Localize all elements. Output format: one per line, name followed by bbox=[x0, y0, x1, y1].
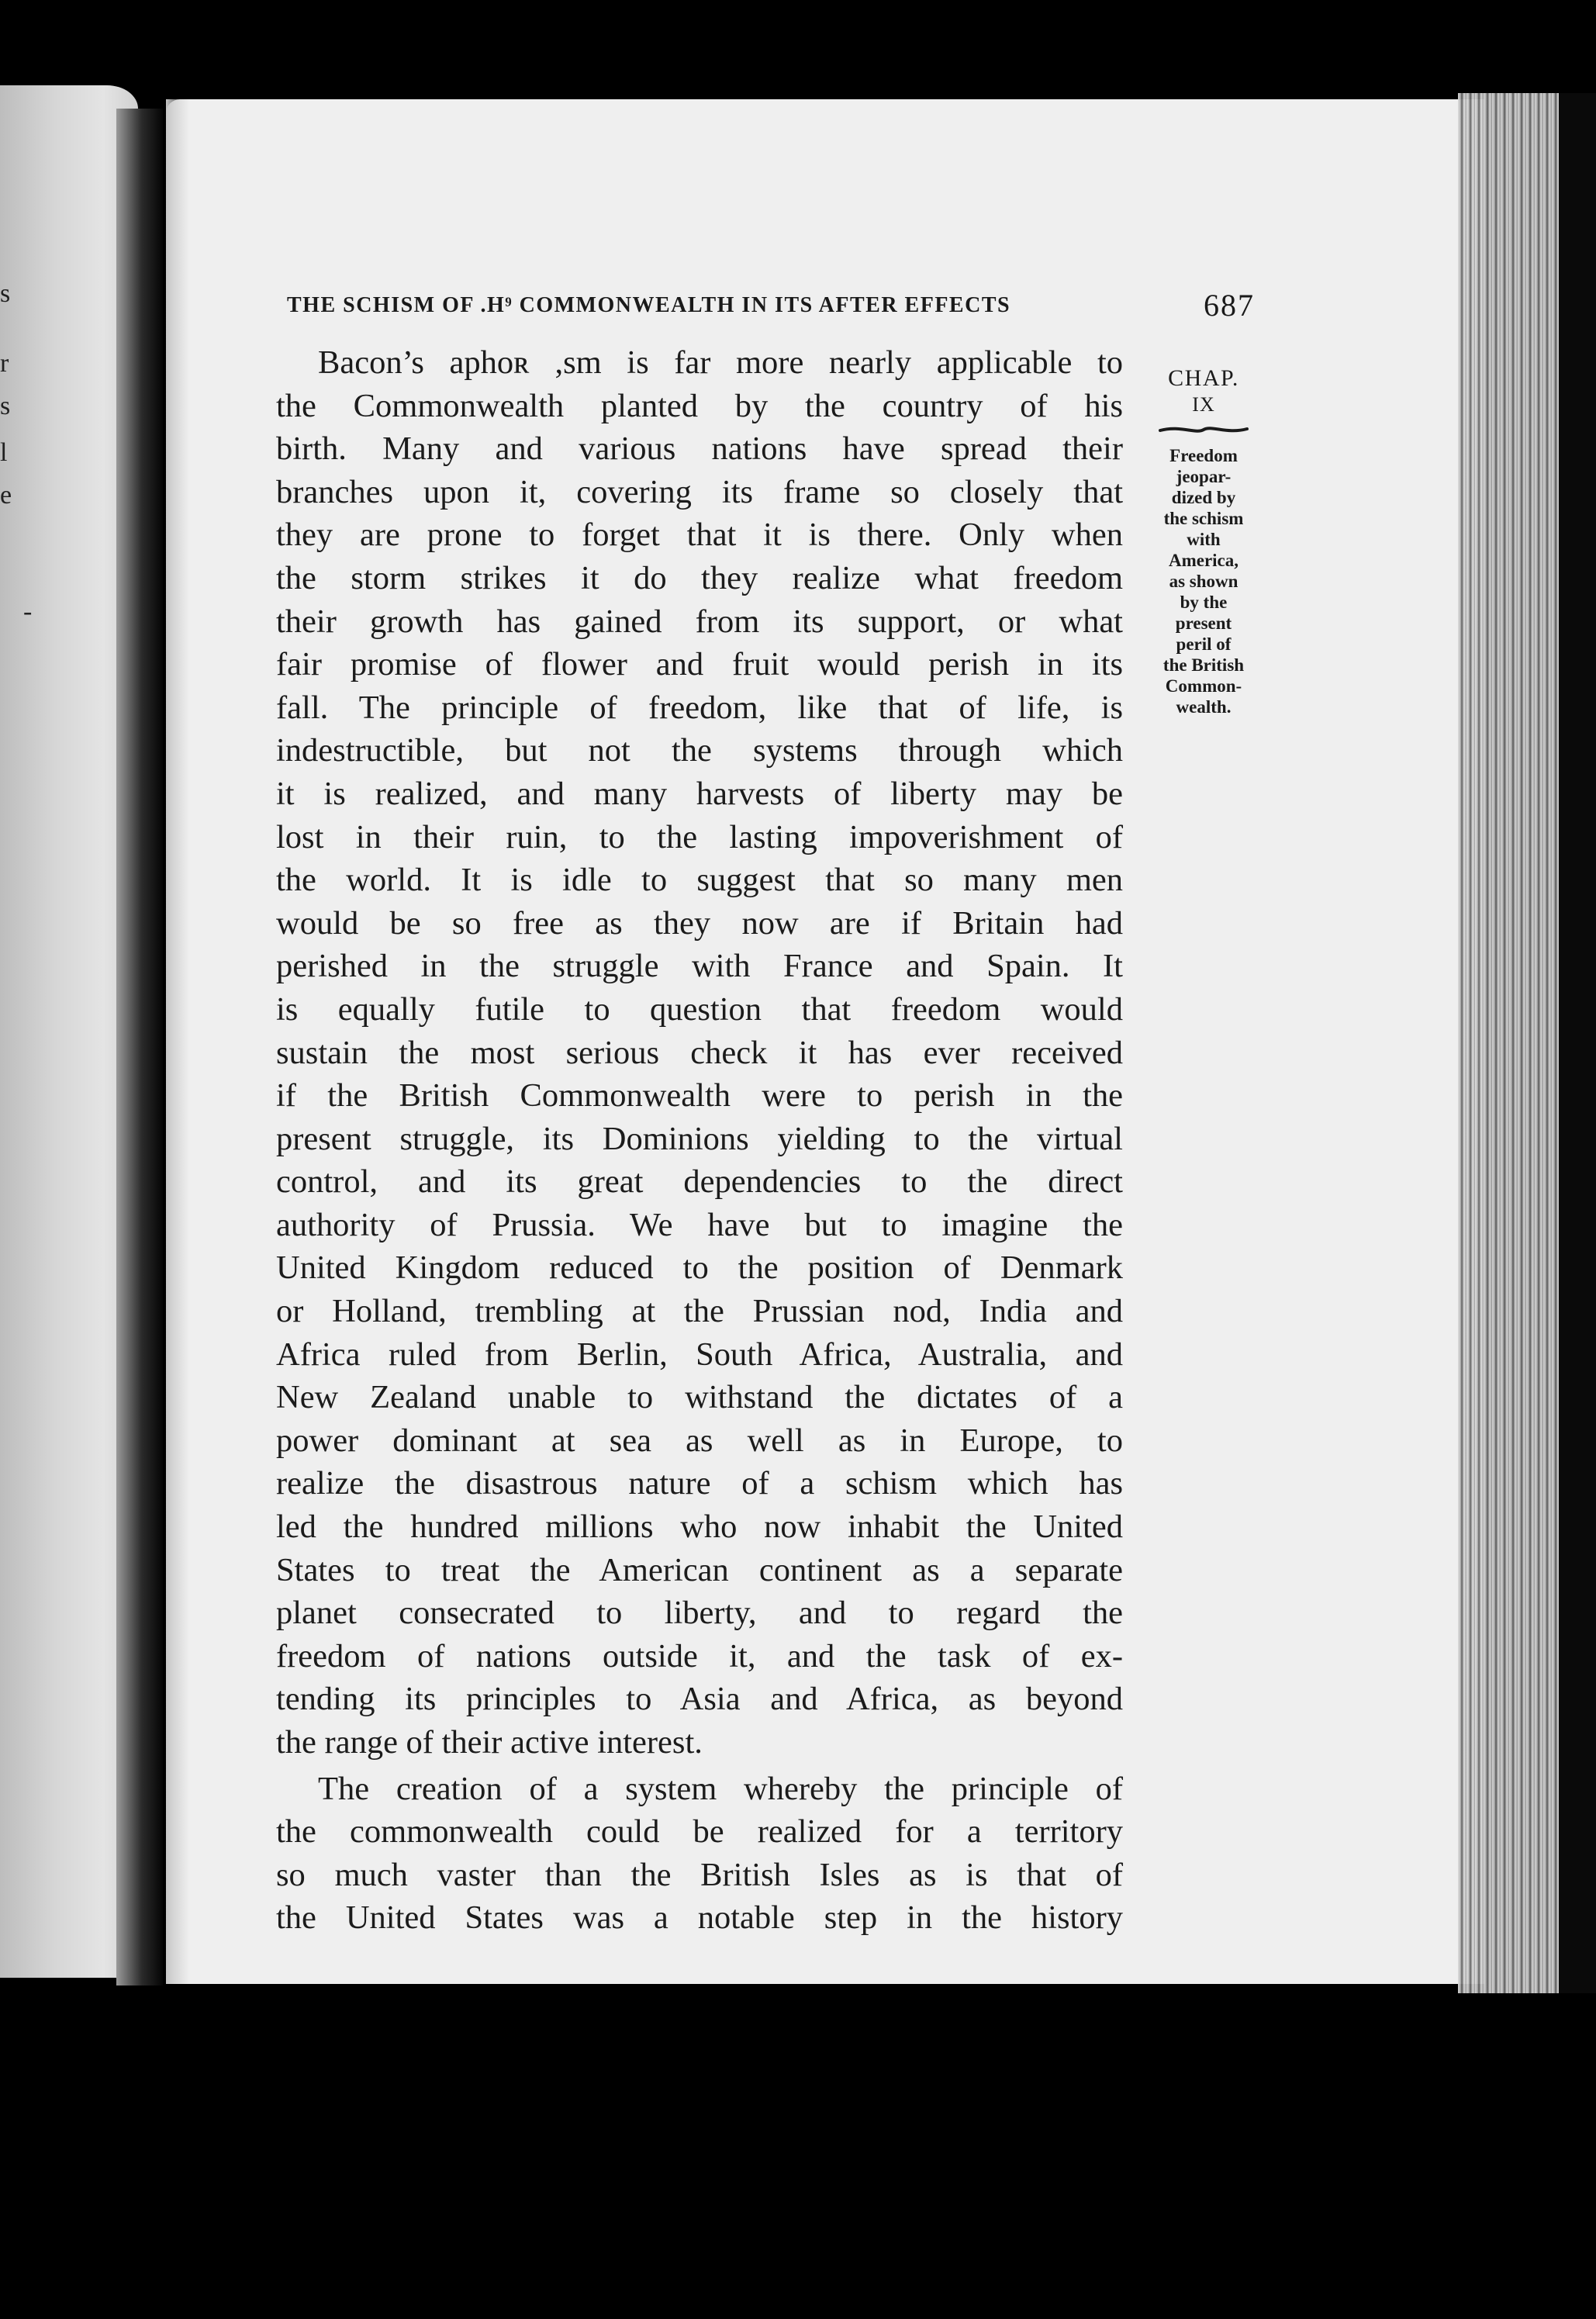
text-line: Bacon’s aphoʀ ,sm is far more nearly applicable to bbox=[318, 344, 1123, 381]
text-line: perished in the struggle with France and Spain. It bbox=[276, 948, 1123, 985]
chapter-number: IX bbox=[1192, 393, 1215, 416]
text-line: the range of their active interest. bbox=[276, 1724, 703, 1761]
text-line: planet consecrated to liberty, and to regard the bbox=[276, 1595, 1123, 1632]
left-page-fragment: e bbox=[0, 481, 12, 510]
text-line: realize the disastrous nature of a schism which has bbox=[276, 1465, 1123, 1502]
text-line: States to treat the American continent as a separate bbox=[276, 1551, 1123, 1588]
page-number: 687 bbox=[1204, 288, 1255, 323]
text-line: the Commonwealth planted by the country of his bbox=[276, 387, 1123, 424]
page-shadow bbox=[166, 99, 189, 1984]
text-line: the storm strikes it do they realize what freedom bbox=[276, 559, 1123, 596]
running-head: THE SCHISM OF .H⁹ COMMONWEALTH IN ITS AFTER EFFECTS bbox=[287, 293, 1011, 317]
text-line: would be so free as they now are if Britain had bbox=[276, 904, 1123, 942]
left-page-fragment: r bbox=[0, 349, 9, 378]
margin-note-line: with bbox=[1187, 530, 1221, 549]
paragraph bbox=[276, 1768, 1123, 1940]
margin-note-line: present bbox=[1175, 613, 1232, 633]
text-line: authority of Prussia. We have but to imagine the bbox=[276, 1206, 1123, 1243]
text-line: fall. The principle of freedom, like that of life, is bbox=[276, 689, 1123, 726]
text-line: power dominant at sea as well as in Europe, to bbox=[276, 1422, 1123, 1459]
text-line: United Kingdom reduced to the position of Denmark bbox=[276, 1249, 1123, 1287]
paragraph bbox=[276, 341, 1123, 1764]
margin-note-line: jeopar- bbox=[1176, 467, 1232, 486]
text-line: control, and its great dependencies to the direct bbox=[276, 1163, 1123, 1201]
text-line: branches upon it, covering its frame so closely that bbox=[276, 473, 1123, 510]
left-page-fragment: l bbox=[0, 438, 8, 467]
text-line: present struggle, its Dominions yielding to the virtual bbox=[276, 1120, 1123, 1157]
margin-note-line: America, bbox=[1168, 551, 1239, 570]
page-fore-edge bbox=[1458, 93, 1567, 1993]
text-line: the world. It is idle to suggest that so many men bbox=[276, 862, 1123, 899]
left-page-fragment: - bbox=[23, 597, 33, 626]
chapter-label: CHAP. bbox=[1168, 365, 1239, 391]
text-line: tending its principles to Asia and Africa, as beyond bbox=[276, 1681, 1123, 1718]
text-line: The creation of a system whereby the principle of bbox=[318, 1770, 1123, 1807]
text-line: fair promise of flower and fruit would perish in its bbox=[276, 646, 1123, 683]
text-line: it is realized, and many harvests of liberty may be bbox=[276, 775, 1123, 812]
text-line: sustain the most serious check it has ever received bbox=[276, 1034, 1123, 1071]
margin-note-line: Common- bbox=[1165, 676, 1242, 696]
text-line: their growth has gained from its support, or what bbox=[276, 603, 1123, 640]
left-page-fragment: s bbox=[0, 392, 11, 420]
text-line: New Zealand unable to withstand the dictates of a bbox=[276, 1379, 1123, 1416]
margin-note bbox=[1142, 365, 1266, 717]
margin-note-line: the British bbox=[1162, 655, 1245, 675]
text-line: the commonwealth could be realized for a territory bbox=[276, 1813, 1123, 1851]
text-line: the United States was a notable step in the history bbox=[276, 1899, 1123, 1937]
body-text bbox=[276, 341, 1123, 1940]
margin-note-line: the schism bbox=[1163, 509, 1244, 528]
text-line: led the hundred millions who now inhabit the United bbox=[276, 1509, 1123, 1546]
text-line: is equally futile to question that freedom would bbox=[276, 990, 1123, 1028]
margin-note-text bbox=[1142, 445, 1266, 717]
scan-border bbox=[1559, 93, 1596, 1993]
binding-gutter bbox=[116, 109, 163, 1985]
margin-note-line: by the bbox=[1180, 593, 1228, 612]
margin-note-line: Freedom bbox=[1169, 446, 1238, 465]
text-line: freedom of nations outside it, and the task of ex- bbox=[276, 1637, 1123, 1674]
text-line: if the British Commonwealth were to perish in the bbox=[276, 1077, 1123, 1115]
swash-ornament bbox=[1157, 423, 1250, 436]
text-line: so much vaster than the British Isles as is that of bbox=[276, 1856, 1123, 1893]
text-line: birth. Many and various nations have spread their bbox=[276, 430, 1123, 468]
margin-note-line: wealth. bbox=[1176, 697, 1232, 717]
left-page-fragment: s bbox=[0, 279, 11, 308]
text-line: lost in their ruin, to the lasting impoverishment of bbox=[276, 818, 1123, 855]
text-line: they are prone to forget that it is there. Only when bbox=[276, 517, 1123, 554]
margin-note-line: peril of bbox=[1176, 634, 1232, 654]
margin-note-line: as shown bbox=[1169, 572, 1238, 591]
margin-note-line: dized by bbox=[1171, 488, 1236, 507]
text-line: or Holland, trembling at the Prussian nod, India and bbox=[276, 1293, 1123, 1330]
text-line: indestructible, but not the systems through which bbox=[276, 732, 1123, 769]
text-line: Africa ruled from Berlin, South Africa, Australia, and bbox=[276, 1336, 1123, 1373]
